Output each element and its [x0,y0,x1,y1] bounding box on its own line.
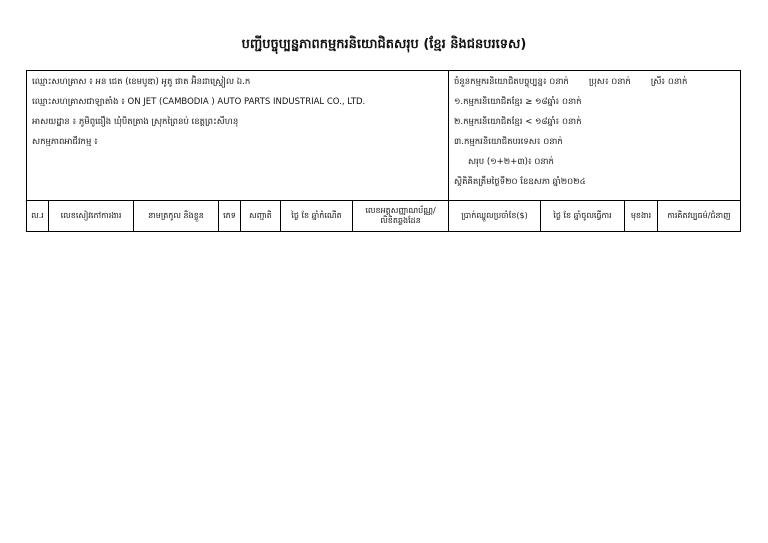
company-info-block [27,71,740,201]
col-monthly-salary: ប្រាក់ឈ្នួលប្រចាំខែ($) [449,200,541,231]
table-header-row [27,200,740,231]
company-name: ឈ្មោះសហគ្រាស ៖ អន ជេត (ខេមបូឌា) អូតូ ផាត អ៊ិនដាស្ទ្រៀល ឯ.ក [32,77,251,87]
company-details [27,71,449,200]
col-position: មុខងារ [625,200,658,231]
staff-count-line [454,75,736,95]
male-count: ប្រុស៖ ០នាក់ [588,77,631,87]
col-no: ល.រ [27,200,49,231]
col-start-date: ថ្ងៃ ខែ ឆ្នាំចូលធ្វើការ [541,200,625,231]
col-id-passport: លេខអត្តសញ្ញាណប័ណ្ណ/លិខិតឆ្លងដែន [353,200,449,231]
company-address: អាសយដ្ឋាន ៖ ភូមិពូធឿង ឃុំបិតត្រាង ស្រុកព្រៃនប់ ខេត្តព្រះសីហនុ [32,117,239,127]
sum-count: សរុប (១+២+៣)៖ ០នាក់ [468,157,554,167]
staff-summary [449,71,740,200]
khmer-adult-count: ១.កម្មករនិយោជិតខ្មែរ ≥ ១៨ឆ្នាំ៖ ០នាក់ [454,97,582,107]
col-date-of-birth: ថ្ងៃ ខែ ឆ្នាំកំណើត [281,200,353,231]
document-title: បញ្ជីបច្ចុប្បន្នភាពកម្មករនិយោជិតសរុប (ខ្មែរ និងជនបរទេស) [241,37,527,52]
company-latin-name: ឈ្មោះសហគ្រាសជាឡាតាំង ៖ ON JET (CAMBODIA ) AUTO PARTS INDUSTRIAL CO., LTD. [32,97,366,107]
col-education-skill: ការគិតវប្បធម៌/ជំនាញ [667,210,731,220]
foreign-staff-count: ៣.កម្មករនិយោជិតបរទេស៖ ០នាក់ [454,137,563,147]
col-nationality: សញ្ជាតិ [241,200,281,231]
stats-date: ស្ថិតិគិតត្រឹមថ្ងៃទី២០ ខែឧសភា ឆ្នាំ២០២៤ [454,177,586,187]
employee-list-table [26,70,741,232]
col-full-name: នាមត្រកូល និងខ្លួន [134,200,219,231]
total-staff: ចំនួនកម្មករនិយោជិតបច្ចុប្បន្ន៖ ០នាក់ [454,77,569,87]
business-activity: សកម្មភាពអាជីវកម្ម ៖ [32,137,98,147]
col-sex: ភេទ [219,200,241,231]
khmer-minor-count: ២.កម្មករនិយោជិតខ្មែរ < ១៨ឆ្នាំ៖ ០នាក់ [454,117,582,127]
female-count: ស្រី៖ ០នាក់ [650,77,688,87]
col-workbook-no: លេខសៀវភៅការងារ [49,200,134,231]
